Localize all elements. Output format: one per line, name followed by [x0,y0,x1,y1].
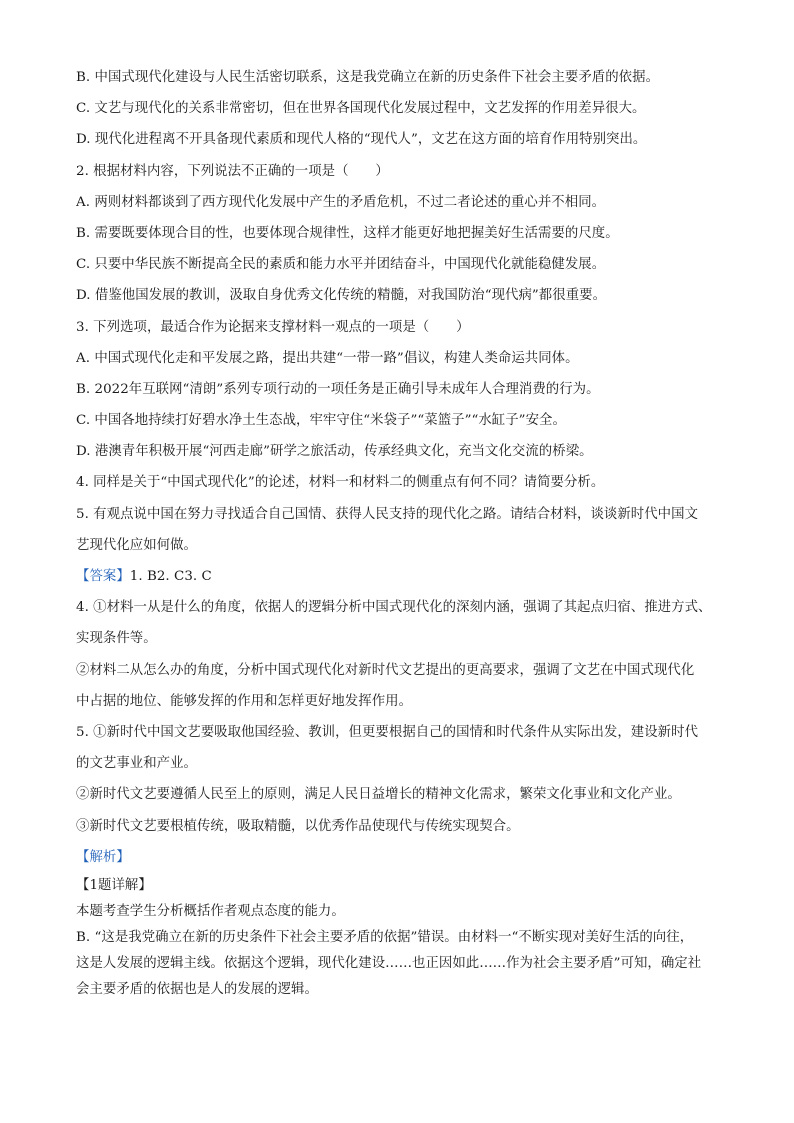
document-page [76,62,728,1003]
text-line: 的文艺事业和产业。 [76,756,197,772]
text-line: D. 现代化进程离不开具备现代素质和现代人格的“现代人”，文艺在这方面的培育作用特别突出。 [76,132,647,148]
question-block [76,62,728,561]
text-line: 这是人发展的逻辑主线。依据这个逻辑，现代化建设……也正因如此……作为社会主要矛盾”可知，确定社 [76,955,702,971]
text-line: B. 中国式现代化建设与人民生活密切联系，这是我党确立在新的历史条件下社会主要矛盾的依据。 [76,70,660,85]
text-line: 艺现代化应如何做。 [76,537,197,553]
answer-line [76,561,728,592]
text-line: C. 文艺与现代化的关系非常密切，但在世界各国现代化发展过程中，文艺发挥的作用差异很大。 [76,101,646,117]
text-line: B. 2022年互联网“清朗”系列专项行动的一项任务是正确引导未成年人合理消费的行为。 [76,381,600,397]
text-line: ②材料二从怎么办的角度，分析中国式现代化对新时代文艺提出的更高要求，强调了文艺在中国式现代化 [76,662,695,678]
answer-block [76,561,728,842]
text-line: 3. 下列选项，最适合作为论据来支撑材料一观点的一项是（ ） [76,319,470,335]
text-line: 实现条件等。 [76,631,157,647]
text-line: A. 中国式现代化走和平发展之路，提出共建“一带一路”倡议，构建人类命运共同体。 [76,350,579,366]
text-line: 中占据的地位、能够发挥的作用和怎样更好地发挥作用。 [76,693,413,709]
text-line: 4. ①材料一从是什么的角度，依据人的逻辑分析中国式现代化的深刻内涵，强调了其起点归宿、推进方式、 [76,600,712,616]
text-line: 5. ①新时代中国文艺要吸取他国经验、教训，但更要根据自己的国情和时代条件从实际出发，建设新时代 [76,724,699,740]
text-line: 本题考查学生分析概括作者观点态度的能力。 [76,903,345,919]
text-line: C. 只要中华民族不断提高全民的素质和能力水平并团结奋斗，中国现代化就能稳健发展。 [76,257,606,273]
text-line: A. 两则材料都谈到了西方现代化发展中产生的矛盾危机，不过二者论述的重心并不相同。 [76,194,606,210]
answer-text: 1. B2. C3. C [129,569,212,584]
text-line: 5. 有观点说中国在努力寻找适合自己国情、获得人民支持的现代化之路。请结合材料，谈谈新时代中国文 [76,506,699,522]
answer-label: 【答案】 [76,569,130,584]
text-line: 2. 根据材料内容，下列说法不正确的一项是（ ） [76,163,389,179]
text-line: ③新时代文艺要根植传统，吸取精髓，以优秀作品使现代与传统实现契合。 [76,818,520,834]
text-line: D. 港澳青年积极开展“河西走廊”研学之旅活动，传承经典文化，充当文化交流的桥梁。 [76,444,593,460]
text-line: D. 借鉴他国发展的教训，汲取自身优秀文化传统的精髓，对我国防治“现代病”都很重要。 [76,288,607,304]
text-line: 会主要矛盾的依据也是人的发展的逻辑。 [76,981,318,997]
analysis-block [76,842,728,1003]
text-line: B. “这是我党确立在新的历史条件下社会主要矛盾的依据”错误。由材料一“不断实现对美好生活的向往， [76,929,694,945]
text-line: C. 中国各地持续打好碧水净土生态战，牢牢守住“米袋子”“菜篮子”“水缸子”安全。 [76,413,566,429]
text-line: 4. 同样是关于“中国式现代化”的论述，材料一和材料二的侧重点有何不同？请简要分析。 [76,475,605,491]
analysis-label: 【解析】 [76,849,130,865]
detail-heading: 【1题详解】 [76,877,152,893]
text-line: ②新时代文艺要遵循人民至上的原则，满足人民日益增长的精神文化需求，繁荣文化事业和文化产业。 [76,787,681,803]
text-line: B. 需要既要体现合目的性，也要体现合规律性，这样才能更好地把握美好生活需要的尺度。 [76,225,619,241]
